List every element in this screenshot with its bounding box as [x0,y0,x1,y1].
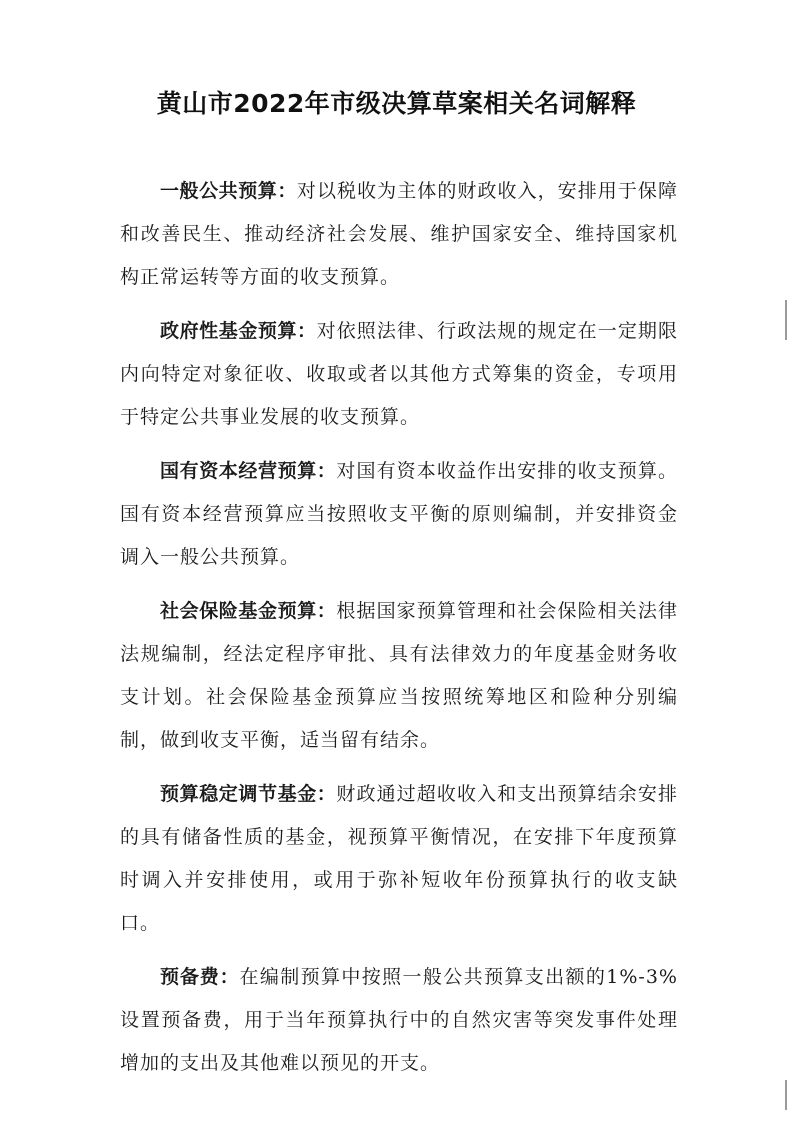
entry-term: 社会保险基金预算： [160,600,337,622]
entry-definition: 对依照法律、行政法规的规定在一定期限内向特定对象征收、收取或者以其他方式筹集的资金，专项用于特定公共事业发展的收支预算。 [120,320,678,428]
entry-definition: 对国有资本收益作出安排的收支预算。国有资本经营预算应当按照收支平衡的原则编制，并安排资金调入一般公共预算。 [120,460,678,568]
entry-general-public-budget [120,170,678,299]
scan-edge-mark [785,300,787,340]
entry-state-capital-budget [120,450,678,579]
entry-term: 国有资本经营预算： [160,460,337,482]
entry-government-fund-budget [120,310,678,439]
entry-term: 政府性基金预算： [160,320,317,342]
document-title: 黄山市2022年市级决算草案相关名词解释 [156,89,637,118]
entry-term: 一般公共预算： [160,180,297,202]
entry-definition: 在编制预算中按照一般公共预算支出额的1%-3%设置预备费，用于当年预算执行中的自然灾害等突发事件处理增加的支出及其他难以预见的开支。 [120,966,678,1074]
entry-term: 预备费： [160,966,240,988]
entry-definition: 对以税收为主体的财政收入，安排用于保障和改善民生、推动经济社会发展、维护国家安全、维持国家机构正常运转等方面的收支预算。 [120,180,678,288]
entry-budget-stabilization-fund [120,773,678,945]
scan-edge-mark [785,1080,787,1110]
entry-definition: 财政通过超收收入和支出预算结余安排的具有储备性质的基金，视预算平衡情况，在安排下年度预算时调入并安排使用，或用于弥补短收年份预算执行的收支缺口。 [120,783,678,934]
document-body [120,170,678,1096]
entry-reserve-fund [120,956,678,1085]
entry-definition: 根据国家预算管理和社会保险相关法律法规编制，经法定程序审批、具有法律效力的年度基金财务收支计划。社会保险基金预算应当按照统筹地区和险种分别编制，做到收支平衡，适当留有结余。 [120,600,678,751]
entry-term: 预算稳定调节基金： [160,783,337,805]
entry-social-insurance-fund-budget [120,590,678,762]
